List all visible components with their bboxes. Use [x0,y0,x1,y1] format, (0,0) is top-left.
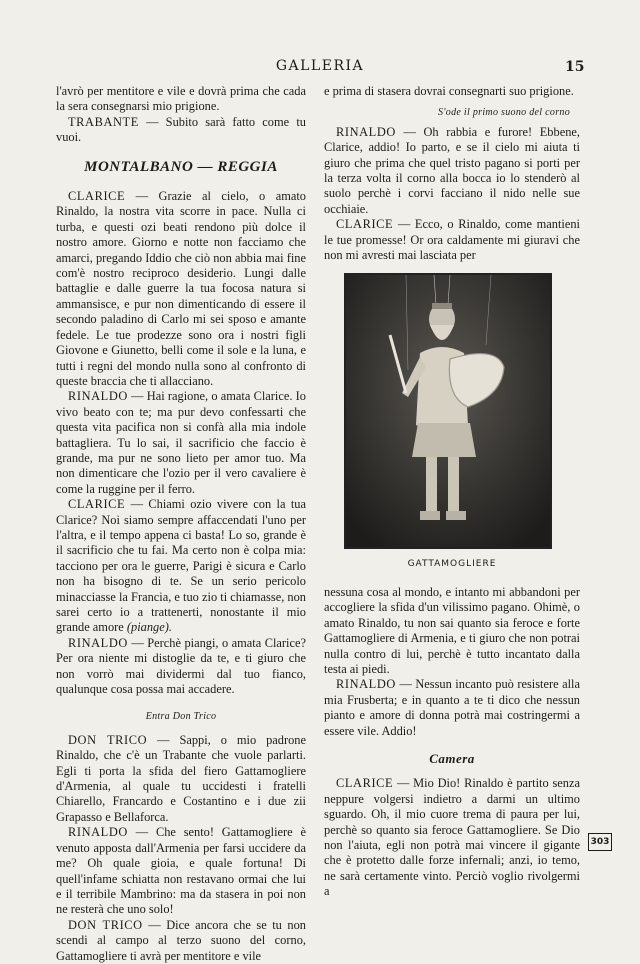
speaker-name: RINALDO [68,825,128,840]
dialogue-text: — Dice ancora che se tu non scendi al campo al terzo suono del corno, Gattamogliere ti avrà per mentitore e vile [56,917,306,963]
dialogue-text: — Sappi, o mio padrone Rinaldo, che c'è un Trabante che vuole parlarti. Egli ti porta la sfida del fiero Gattamogliere d'Armenia, al quale tu uccidesti i fratelli Chiarello, Francardo e Costantino e i due zii Grapasso e Bellaforca. [56,732,306,824]
speaker-name: CLARICE [336,776,394,791]
right-column [324,84,580,900]
speaker-name: CLARICE [68,497,126,512]
speaker-name: RINALDO [336,124,396,139]
left-column [56,84,306,964]
stage-direction: S'ode il primo suono del corno [438,107,570,119]
archive-stamp: 303 [588,833,612,851]
dialogue-paragraph [56,115,306,146]
dialogue-paragraph [324,217,580,263]
dialogue-paragraph [324,125,580,217]
puppet-photo [344,273,552,549]
dialogue-text: — Chiami ozio vivere con la tua Clarice? Noi siamo sempre affaccendati l'uno per l'altra, e il tempo appena ci basta! Lo so, grande è il sacrificio che tu fai. Ma certo non è colpa mia: tacciono per ora le guerre, Parigi è sicura e Carlo non ha bisogno di te. Se un serio pericolo minacciasse la Francia, e tuo zio ti chiamasse, non sarei certo io a trattenerti, nonostante il mio grande amore [56,497,306,635]
dialogue-paragraph [56,733,306,825]
speaker-name: DON TRICO [68,917,143,932]
speaker-name: CLARICE [68,189,126,204]
stage-direction-inline: (piange). [126,620,172,635]
speaker-name: TRABANTE [68,114,139,129]
figure-caption: GATTAMOGLIERE [407,559,497,570]
dialogue-paragraph [56,636,306,698]
puppet-illustration [346,275,550,547]
speaker-name: DON TRICO [68,732,148,747]
dialogue-text: — Subito sarà fatto come tu vuoi. [56,114,306,145]
paragraph: e prima di stasera dovrai consegnarti suo prigione. [324,84,574,98]
speaker-name: RINALDO [336,677,396,692]
dialogue-paragraph [56,918,306,964]
dialogue-text: — Ecco, o Rinaldo, come mantieni le tue promesse! Or ora caldamente mi giuravi che non mi avresti mai lasciata per [324,217,580,263]
dialogue-text: — Che sento! Gattamogliere è venuto apposta dall'Armenia per farsi uccidere da me? Oh quale gioia, e quale fortuna! Di quell'infame schiatta non restavano ormai che lui e il terribile Mambrino: ma da stasera in poi non ne resterà che uno solo! [56,825,306,917]
running-title: GALLERIA [275,58,365,74]
speaker-name: RINALDO [68,389,128,404]
dialogue-text: — Nessun incanto può resistere alla mia Frusberta; e in quanto a te ti dico che nessun pianto e amore di donna potrà mai costringermi a essere vile. Addio! [324,677,580,738]
paragraph: l'avrò per mentitore e vile e dovrà prima che cada la sera consegnarsi mio prigione. [56,84,306,114]
dialogue-paragraph [56,497,306,636]
speaker-name: CLARICE [336,217,394,232]
figure [324,273,580,572]
dialogue-paragraph [324,677,580,739]
stage-direction: Entra Don Trico [145,711,217,723]
dialogue-text: — Hai ragione, o amata Clarice. Io vivo beato con te; ma pur devo confessarti che questa vita pacifica non si confà alla mia indole battagliera. Tu lo sai, il sacrificio che faccio è grande, ma pur ne sono lieto per amor tuo. Ma non dimenticare che l'ozio per il vero cavaliere è come la ruggine per il ferro. [56,389,306,496]
dialogue-text: — Perchè piangi, o amata Clarice? Per ora niente mi distoglie da te, e ti giuro che non vorrò mai dividermi dal tuo fianco, qualunque cosa possa mai accadere. [56,635,306,697]
dialogue-paragraph [56,825,306,917]
dialogue-text: — Grazie al cielo, o amato Rinaldo, la nostra vita scorre in pace. Nulla ci turba, e questi ozi beati rendono più dolce il nostro amore. Giorno e notte non facciamo che amarci, pregando Iddio che ciò non abbia mai fine com'è nostro reciproco desiderio. Lungi dalle battaglie e dalle guerre la tua focosa natura si ammansisce, e pur non dimenticando di essere il secondo paladino di Carlo mi sei sposo e amante fedele. Le tue prodezze sono ora i nostri figli Giovone e Giunetto, belli come il sole e la luna, e tutti i regni del mondo nulla sono al confronto di queste braccia che ti allacciano. [56,189,306,388]
dialogue-text: — Mio Dio! Rinaldo è partito senza neppure volgersi indietro a darmi un ultimo sguardo. Oh, il mio cuore trema di paura per lui, perchè so quanto sia feroce Gattamogliere. Se Dio non l'aiuta, egli non potrà mai vincere il gigante che è protetto dalle forze infernali; anzi, io temo, ne sarà certamente vinto. Perciò voglio rivolgermi a [324,776,580,899]
page-number: 15 [565,59,585,75]
dialogue-paragraph [56,389,306,497]
dialogue-text: — Oh rabbia e furore! Ebbene, Clarice, addio! Io parto, e se il cielo mi aiuta ti giuro che prima che quel tristo pagano si porti per la terza volta il corno alla bocca io lo stenderò al suolo perchè i corvi facciano il nido nelle sue occhiaie. [324,124,580,216]
scene-heading: Camera [429,750,475,766]
dialogue-paragraph [324,776,580,899]
scene-heading: MONTALBANO — REGGIA [84,158,278,175]
speaker-name: RINALDO [68,635,128,650]
dialogue-paragraph [56,189,306,389]
paragraph: nessuna cosa al mondo, e intanto mi abbandoni per accogliere la sfida d'un vilissimo pagano. Ohimè, o amato Rinaldo, tu non sai quanto sia feroce e forte Gattamogliere di Armenia, e ti giuro che non potrai nulla contro di lui, perchè è tutto incantato dalla testa ai piedi. [324,584,580,676]
